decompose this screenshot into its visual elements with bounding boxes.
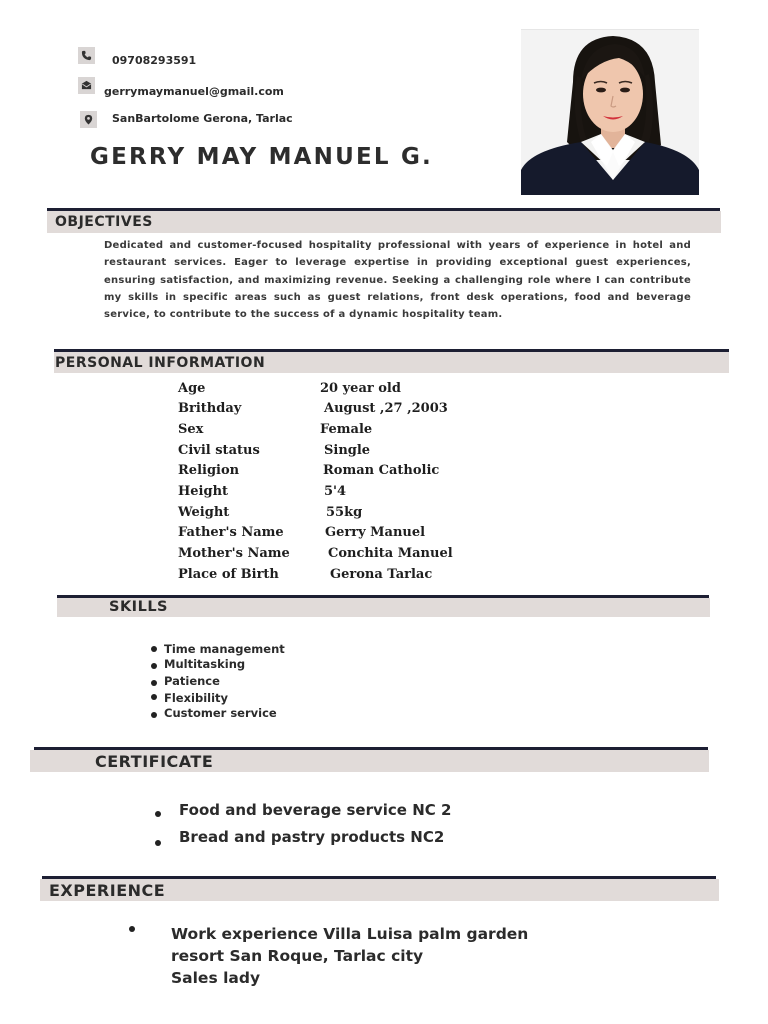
personal-info-label: Civil status bbox=[178, 443, 260, 458]
home-address: SanBartolome Gerona, Tarlac bbox=[112, 112, 293, 125]
personal-info-value: 5'4 bbox=[324, 484, 347, 499]
certificate-title: CERTIFICATE bbox=[95, 752, 214, 771]
objective-paragraph: Dedicated and customer-focused hospitality professional with years of experience in hotel and restaurant services. Eager to leverage expertise in providing exceptional guest experiences, ensuring satisfaction, and maximizing revenue. Seeking a challenging role where I can contribute my skills in specific areas such as guest relations, front desk operations, food and beverage service, to contribute to the success of a dynamic hospitality team. bbox=[104, 240, 691, 321]
bullet-icon bbox=[129, 926, 135, 932]
skill-item: Multitasking bbox=[164, 657, 246, 671]
personal-info-value: 20 year old bbox=[320, 381, 401, 396]
personal-info-value: Gerona Tarlac bbox=[330, 567, 433, 582]
bullet-icon bbox=[151, 712, 157, 718]
skills-title: SKILLS bbox=[109, 599, 168, 615]
personal-info-label: Father's Name bbox=[178, 525, 284, 540]
certificate-item: Bread and pastry products NC2 bbox=[179, 828, 445, 846]
bullet-icon bbox=[151, 646, 157, 652]
personal-info-label: Brithday bbox=[178, 401, 242, 416]
bullet-icon bbox=[151, 694, 157, 700]
experience-line: Work experience Villa Luisa palm garden bbox=[171, 925, 529, 943]
objectives-title: OBJECTIVES bbox=[55, 214, 153, 230]
location-pin-icon bbox=[80, 111, 97, 128]
personal-info-label: Mother's Name bbox=[178, 546, 290, 561]
personal-info-label: Weight bbox=[178, 505, 230, 520]
bullet-icon bbox=[151, 663, 157, 669]
personal-info-value: August ,27 ,2003 bbox=[324, 401, 448, 416]
personal-info-label: Age bbox=[178, 381, 206, 396]
skill-item: Flexibility bbox=[164, 691, 229, 705]
personal-info-value: Female bbox=[320, 422, 373, 437]
experience-title: EXPERIENCE bbox=[49, 881, 166, 900]
bullet-icon bbox=[151, 680, 157, 686]
personal-info-value: Conchita Manuel bbox=[328, 546, 453, 561]
mail-icon bbox=[78, 77, 95, 94]
skill-item: Time management bbox=[164, 642, 285, 656]
skill-item: Patience bbox=[164, 674, 220, 688]
personal-info-value: Gerry Manuel bbox=[325, 525, 426, 540]
personal-info-label: Religion bbox=[178, 463, 240, 478]
bullet-icon bbox=[155, 840, 161, 846]
experience-line: Sales lady bbox=[171, 969, 261, 987]
personal-info-label: Sex bbox=[178, 422, 204, 437]
phone-number: 09708293591 bbox=[112, 54, 197, 67]
personal-info-value: Single bbox=[324, 443, 371, 458]
phone-icon bbox=[78, 47, 95, 64]
personal-info-label: Place of Birth bbox=[178, 567, 279, 582]
bullet-icon bbox=[155, 811, 161, 817]
personal-info-label: Height bbox=[178, 484, 229, 499]
email-address: gerrymaymanuel@gmail.com bbox=[104, 85, 284, 98]
experience-line: resort San Roque, Tarlac city bbox=[171, 947, 424, 965]
personal-info-value: Roman Catholic bbox=[323, 463, 440, 478]
personal-info-value: 55kg bbox=[326, 505, 363, 520]
personal-info-title: PERSONAL INFORMATION bbox=[55, 355, 266, 371]
certificate-item: Food and beverage service NC 2 bbox=[179, 801, 452, 819]
applicant-name: GERRY MAY MANUEL G. bbox=[90, 144, 433, 170]
skill-item: Customer service bbox=[164, 706, 277, 720]
profile-photo bbox=[521, 29, 699, 195]
